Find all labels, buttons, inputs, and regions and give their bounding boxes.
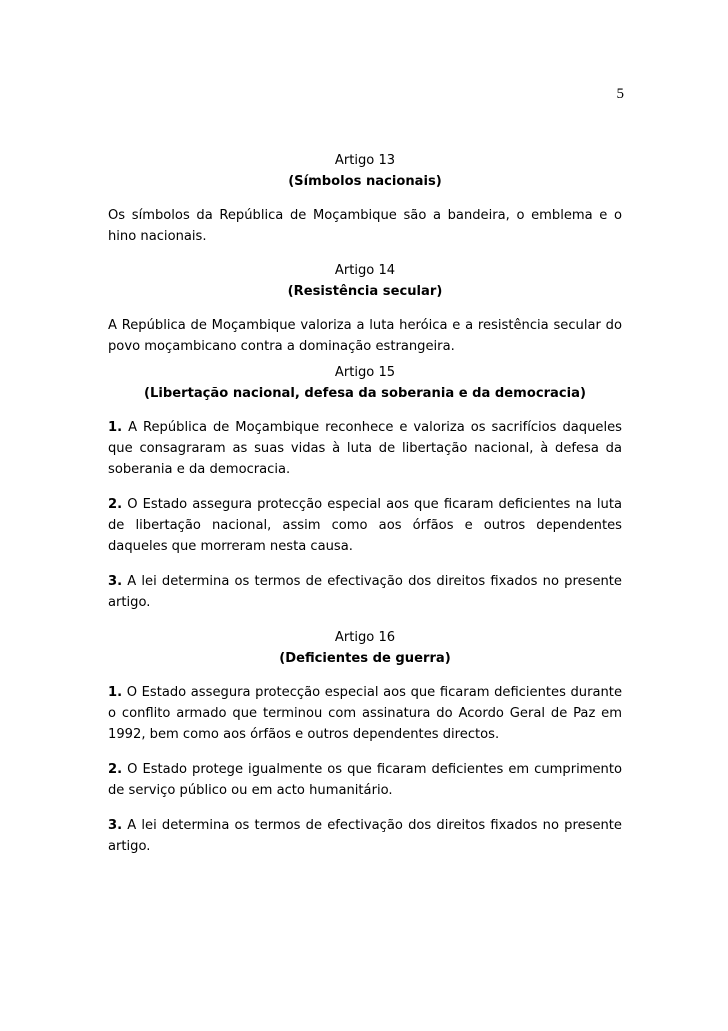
article-13	[108, 150, 622, 260]
article-title: (Símbolos nacionais)	[288, 174, 442, 189]
paragraph-text: O Estado protege igualmente os que ficaram deficientes em cumprimento de serviço público ou em acto humanitário.	[108, 762, 622, 798]
article-16	[108, 627, 622, 857]
article-15	[108, 362, 622, 627]
article-title: (Deficientes de guerra)	[279, 651, 451, 666]
article-paragraph	[108, 759, 622, 801]
paragraph-number: 2.	[108, 497, 123, 512]
article-paragraph	[108, 815, 622, 857]
article-paragraph	[108, 682, 622, 745]
article-paragraph	[108, 494, 622, 557]
paragraph-number: 3.	[108, 574, 123, 589]
article-number: Artigo 15	[334, 365, 396, 380]
paragraph-text: A República de Moçambique reconhece e valoriza os sacrifícios daqueles que consagraram as suas vidas à luta de libertação nacional, à defesa da soberania e da democracia.	[108, 420, 622, 477]
article-paragraph	[108, 315, 622, 357]
article-paragraph	[108, 205, 622, 247]
article-14	[108, 260, 622, 362]
article-number: Artigo 13	[334, 153, 396, 168]
paragraph-text: A lei determina os termos de efectivação dos direitos fixados no presente artigo.	[108, 818, 622, 854]
paragraph-number: 1.	[108, 685, 123, 700]
paragraph-text: O Estado assegura protecção especial aos que ficaram deficientes na luta de libertação nacional, assim como aos órfãos e outros dependentes daqueles que morreram nesta causa.	[108, 497, 622, 554]
article-number: Artigo 14	[334, 263, 396, 278]
article-title: (Libertação nacional, defesa da soberania e da democracia)	[144, 386, 586, 401]
article-paragraph	[108, 417, 622, 480]
paragraph-text: Os símbolos da República de Moçambique são a bandeira, o emblema e o hino nacionais.	[108, 208, 622, 244]
paragraph-text: A lei determina os termos de efectivação dos direitos fixados no presente artigo.	[108, 574, 622, 610]
paragraph-text: O Estado assegura protecção especial aos que ficaram deficientes durante o conflito armado que terminou com assinatura do Acordo Geral de Paz em 1992, bem como aos órfãos e outros dependentes directos.	[108, 685, 622, 742]
article-title: (Resistência secular)	[287, 284, 443, 299]
paragraph-number: 2.	[108, 762, 123, 777]
paragraph-number: 3.	[108, 818, 123, 833]
article-paragraph	[108, 571, 622, 613]
paragraph-number: 1.	[108, 420, 123, 435]
page-number: 5	[616, 86, 624, 102]
paragraph-text: A República de Moçambique valoriza a luta heróica e a resistência secular do povo moçambicano contra a dominação estrangeira.	[108, 318, 622, 354]
document-body	[108, 150, 622, 857]
article-number: Artigo 16	[334, 630, 396, 645]
